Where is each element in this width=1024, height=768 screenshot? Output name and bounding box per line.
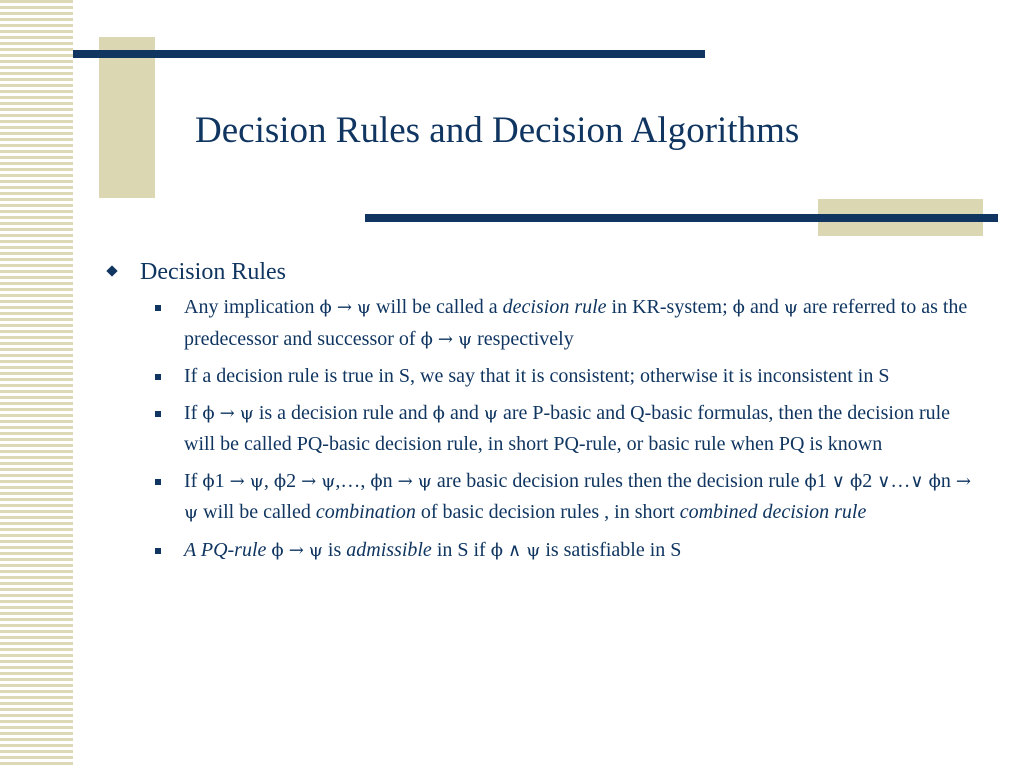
slide-title: Decision Rules and Decision Algorithms <box>195 110 800 151</box>
math-symbol: ϕ <box>420 328 433 350</box>
bullet-item <box>184 292 990 355</box>
emphasis-text: A PQ-rule <box>184 538 267 561</box>
bullet-text: will be called <box>198 501 316 523</box>
bullet-text: n <box>940 469 956 492</box>
math-symbol: ϕ <box>273 470 287 492</box>
bullet-text: and <box>744 296 784 318</box>
bullet-item <box>184 398 990 460</box>
heading-text: Decision Rules <box>140 259 286 285</box>
bullet-text: If <box>184 401 203 424</box>
bullet-text: in S if <box>431 538 491 561</box>
bullet-text: n <box>382 469 398 492</box>
bullet-text: 2 <box>862 469 878 492</box>
bullet-item <box>184 466 990 529</box>
math-symbol: → <box>219 402 235 424</box>
math-symbol: ψ <box>321 470 336 492</box>
emphasis-text: decision rule <box>502 296 607 318</box>
math-symbol: ∨ <box>910 470 924 492</box>
bullet-text: … <box>890 469 911 492</box>
emphasis-text: combined decision rule <box>679 501 867 523</box>
math-symbol: → <box>336 297 352 318</box>
math-symbol: ϕ <box>804 470 817 492</box>
square-bullet-icon <box>155 305 161 311</box>
bullet-text: 1 <box>214 469 230 492</box>
math-symbol: ψ <box>239 402 254 424</box>
bullet-item <box>184 535 990 567</box>
math-symbol: ϕ <box>271 539 284 561</box>
bullet-text: respectively <box>472 327 574 350</box>
emphasis-text: admissible <box>346 538 432 561</box>
bullet-text: , <box>263 469 274 492</box>
bullet-text: is a decision rule and <box>253 401 433 424</box>
bullet-text: are basic decision rules then the decision rule <box>431 469 805 492</box>
math-symbol: ϕ <box>202 470 215 492</box>
math-symbol: ϕ <box>370 470 383 492</box>
bullet-text: will be called a <box>371 296 503 318</box>
bottom-rule <box>365 214 998 222</box>
decorative-stripes <box>0 0 73 768</box>
math-symbol: ϕ <box>490 539 503 561</box>
math-symbol: → <box>301 470 317 492</box>
bullet-text: in KR-system; <box>606 296 733 318</box>
math-symbol: ψ <box>184 502 199 523</box>
math-symbol: → <box>397 470 413 492</box>
math-symbol: ∨ <box>831 470 845 492</box>
decorative-block-top <box>99 37 155 198</box>
slide-body <box>100 256 990 572</box>
math-symbol: ϕ <box>732 297 745 318</box>
bullet-text: If a decision rule is true in S, we say that it is consistent; otherwise it is inconsistent in S <box>184 365 890 387</box>
square-bullet-icon <box>155 548 161 554</box>
square-bullet-icon <box>155 479 161 485</box>
bullet-text: If <box>184 469 203 492</box>
math-symbol: → <box>229 470 245 492</box>
bullet-text: Any implication <box>184 296 320 318</box>
bullet-text: and <box>444 401 484 424</box>
math-symbol: ∨ <box>877 470 891 492</box>
bullet-text: is satisfiable in S <box>540 538 682 561</box>
bullet-text: are P-basic and Q-basic formulas, then the decision rule will be called PQ-basic decision rule, in short PQ-rule, or basic rule when PQ is known <box>184 401 951 455</box>
math-symbol: → <box>288 539 304 561</box>
bullet-text: 2 <box>286 469 302 492</box>
math-symbol: ϕ <box>432 402 445 424</box>
diamond-icon <box>106 265 117 276</box>
top-rule <box>73 50 705 58</box>
math-symbol: ψ <box>356 297 372 318</box>
math-symbol: ϕ <box>202 402 215 424</box>
math-symbol: → <box>955 470 971 492</box>
math-symbol: ψ <box>457 328 473 350</box>
math-symbol: ψ <box>483 402 498 424</box>
math-symbol: ψ <box>417 470 432 492</box>
square-bullet-icon <box>155 411 161 417</box>
bullet-list <box>100 292 990 566</box>
bullet-text: of basic decision rules , in short <box>415 501 680 523</box>
bullet-text: 1 <box>816 469 832 492</box>
math-symbol: → <box>437 328 453 350</box>
math-symbol: ψ <box>249 470 264 492</box>
math-symbol: ψ <box>783 297 798 318</box>
emphasis-text: combination <box>315 501 416 523</box>
math-symbol: ∧ <box>508 539 522 561</box>
bullet-item <box>184 361 990 392</box>
bullet-text: are referred to as the predecessor and successor of <box>184 296 968 350</box>
bullet-text: is <box>322 538 347 561</box>
heading-item <box>100 256 990 288</box>
math-symbol: ψ <box>526 539 541 561</box>
math-symbol: ϕ <box>319 297 332 318</box>
square-bullet-icon <box>155 374 161 380</box>
math-symbol: ψ <box>308 539 323 561</box>
bullet-text: ,…, <box>335 469 371 492</box>
math-symbol: ϕ <box>849 470 863 492</box>
math-symbol: ϕ <box>928 470 941 492</box>
